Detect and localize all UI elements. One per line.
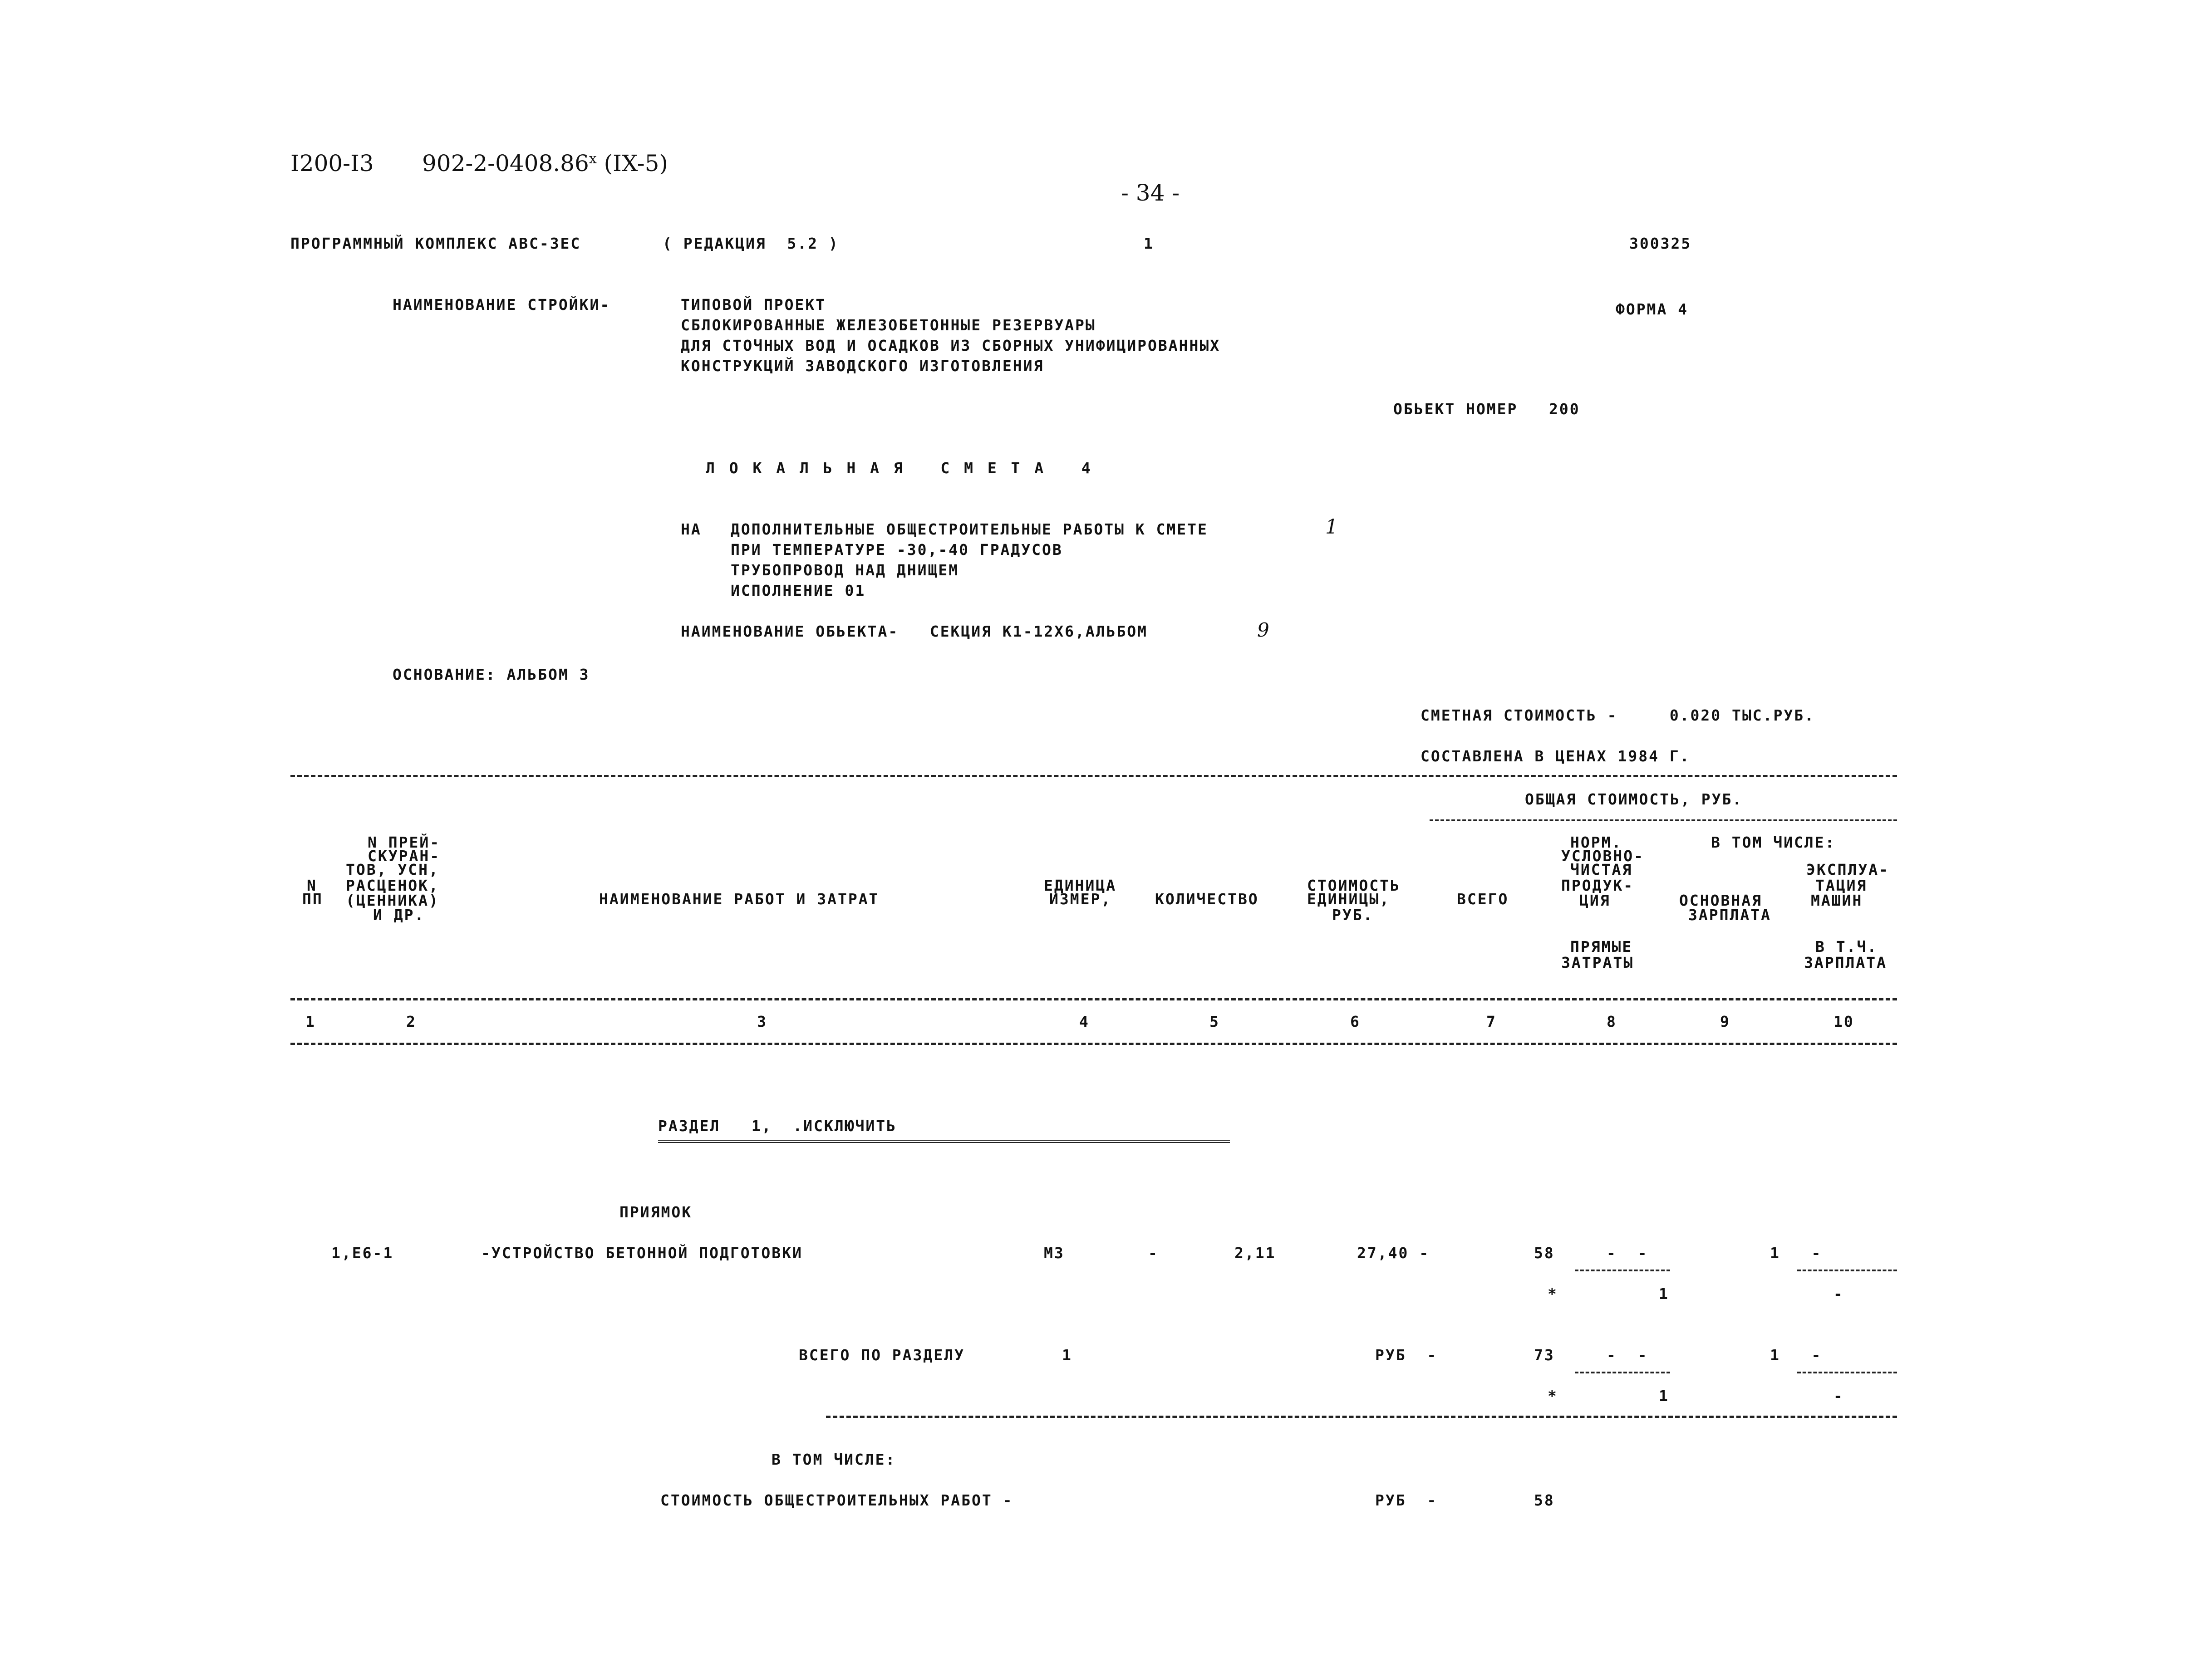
section-sum-col9: 1 <box>1659 1387 1669 1405</box>
section-sum-unit: РУБ - <box>1375 1346 1438 1364</box>
header-code: 300325 <box>1629 235 1692 252</box>
construction-line: ТИПОВОЙ ПРОЕКТ <box>681 296 826 314</box>
section-sum-col10-second: - <box>1834 1387 1844 1405</box>
header-col4: ИЗМЕР, <box>1049 890 1112 908</box>
column-number: 5 <box>1209 1013 1220 1030</box>
header-col6: РУБ. <box>1332 906 1374 924</box>
column-number: 9 <box>1720 1013 1730 1030</box>
header-col2: (ЦЕННИКА) <box>346 892 439 909</box>
object-name: НАИМЕНОВАНИЕ ОБЬЕКТА- СЕКЦИЯ К1-12Х6,АЛЬБОМ <box>681 623 1148 640</box>
general-works-value: 58 <box>1534 1491 1555 1509</box>
header-col10: МАШИН <box>1811 892 1863 909</box>
program-edition: ( РЕДАКЦИЯ 5.2 ) <box>663 235 839 252</box>
header-col2: И ДР. <box>373 906 425 924</box>
basis: ОСНОВАНИЕ: АЛЬБОМ 3 <box>393 666 590 683</box>
table-bottom-rule <box>290 1043 1897 1045</box>
column-number: 6 <box>1350 1013 1361 1030</box>
section-title: РАЗДЕЛ 1, .ИСКЛЮЧИТЬ <box>658 1117 897 1135</box>
header-col10: ТАЦИЯ <box>1815 877 1868 894</box>
estimate-title: Л О К А Л Ь Н А Я С М Е Т А 4 <box>706 459 1093 477</box>
general-works-unit: РУБ - <box>1375 1491 1438 1509</box>
work-line: ДОПОЛНИТЕЛЬНЫЕ ОБЩЕСТРОИТЕЛЬНЫЕ РАБОТЫ К СМЕТЕ <box>731 520 1208 538</box>
row-col9: 1 <box>1659 1285 1669 1303</box>
header-col2: ТОВ, УСН, <box>346 861 439 878</box>
header-col4: ЕДИНИЦА <box>1044 877 1117 894</box>
header-col10: ЭКСПЛУА- <box>1806 861 1889 878</box>
header-col6: СТОИМОСТЬ <box>1307 877 1401 894</box>
header-col1: N <box>307 877 317 894</box>
construction-line: КОНСТРУКЦИЙ ЗАВОДСКОГО ИЗГОТОВЛЕНИЯ <box>681 357 1044 375</box>
handwritten-estimate-number: 1 <box>1325 515 1338 539</box>
form-number: ФОРМА 4 <box>1616 300 1689 318</box>
row-unit: М3 <box>1044 1244 1065 1262</box>
section-underline <box>658 1140 1230 1143</box>
estimated-cost: СМЕТНАЯ СТОИМОСТЬ - 0.020 ТЫС.РУБ. <box>1421 706 1815 724</box>
section-sum-total: 73 <box>1534 1346 1555 1364</box>
sum-subtotal-rule <box>1575 1372 1670 1373</box>
sum-subtotal-rule <box>1797 1372 1897 1373</box>
including-label: В ТОМ ЧИСЛЕ: <box>772 1451 896 1468</box>
header-col3: НАИМЕНОВАНИЕ РАБОТ И ЗАТРАТ <box>599 890 880 908</box>
table-header-rule <box>290 998 1897 1000</box>
handwritten-album-number: 9 <box>1257 619 1269 641</box>
page-number: - 34 - <box>1121 180 1180 206</box>
section-sum-col8: - - <box>1607 1346 1648 1364</box>
column-number: 4 <box>1079 1013 1090 1030</box>
row-col10: 1 - <box>1770 1244 1822 1262</box>
table-top-rule <box>290 775 1897 777</box>
construction-line: ДЛЯ СТОЧНЫХ ВОД И ОСАДКОВ ИЗ СБОРНЫХ УНИФИЦИРОВАННЫХ <box>681 337 1221 354</box>
work-line: ПРИ ТЕМПЕРАТУРЕ -30,-40 ГРАДУСОВ <box>731 541 1063 559</box>
row-col10-second: - <box>1834 1285 1844 1303</box>
sheet-number: 1 <box>1144 235 1154 252</box>
header-col8: ПРЯМЫЕ <box>1570 938 1633 956</box>
row-subtotal-rule <box>1575 1270 1670 1271</box>
row-subtotal-rule <box>1797 1270 1897 1271</box>
header-col5: КОЛИЧЕСТВО <box>1155 890 1259 908</box>
row-quantity: 2,11 <box>1234 1244 1276 1262</box>
section-sum-label: ВСЕГО ПО РАЗДЕЛУ <box>799 1346 965 1364</box>
row-code: 1,Е6-1 <box>331 1244 394 1262</box>
price-level: СОСТАВЛЕНА В ЦЕНАХ 1984 Г. <box>1421 747 1691 765</box>
work-line: ИСПОЛНЕНИЕ 01 <box>731 582 866 599</box>
header-col10: ЗАРПЛАТА <box>1804 954 1887 971</box>
header-col9: ЗАРПЛАТА <box>1688 906 1771 924</box>
header-col8: НОРМ. <box>1570 833 1622 851</box>
header-incl-group: В ТОМ ЧИСЛЕ: <box>1711 833 1836 851</box>
header-col1: ПП <box>302 890 323 908</box>
header-col8: ЧИСТАЯ <box>1570 861 1633 878</box>
header-col8: ЦИЯ <box>1579 892 1611 909</box>
section-sum-number: 1 <box>1062 1346 1072 1364</box>
work-prefix: НА <box>681 520 702 538</box>
construction-line: СБЛОКИРОВАННЫЕ ЖЕЛЕЗОБЕТОННЫЕ РЕЗЕРВУАРЫ <box>681 316 1096 334</box>
header-col7: ВСЕГО <box>1457 890 1509 908</box>
header-col8: ПРОДУК- <box>1561 877 1634 894</box>
header-col2: N ПРЕЙ- <box>368 833 441 851</box>
project-number: 902-2-0408.86$^x$ (IX-5) <box>422 150 668 176</box>
column-number: 3 <box>757 1013 767 1030</box>
header-col2: СКУРАН- <box>368 847 441 865</box>
row-name: -УСТРОЙСТВО БЕТОННОЙ ПОДГОТОВКИ <box>481 1244 803 1262</box>
header-col9: ОСНОВНАЯ <box>1679 892 1762 909</box>
column-number: 1 <box>305 1013 316 1030</box>
group-title: ПРИЯМОК <box>619 1203 693 1221</box>
column-number: 8 <box>1607 1013 1617 1030</box>
header-col8: УСЛОВНО- <box>1561 847 1644 865</box>
row-total-mark: * <box>1548 1285 1558 1303</box>
section-sum-rule <box>826 1416 1897 1418</box>
row-total: 58 <box>1534 1244 1555 1262</box>
row-price: 27,40 - <box>1357 1244 1430 1262</box>
column-number: 2 <box>406 1013 417 1030</box>
construction-label: НАИМЕНОВАНИЕ СТРОЙКИ- <box>393 296 611 314</box>
general-works-label: СТОИМОСТЬ ОБЩЕСТРОИТЕЛЬНЫХ РАБОТ - <box>660 1491 1013 1509</box>
header-total-group: ОБЩАЯ СТОИМОСТЬ, РУБ. <box>1525 790 1743 808</box>
document-code: I200-I3 <box>290 150 374 176</box>
column-number: 10 <box>1834 1013 1854 1030</box>
header-col10: В Т.Ч. <box>1815 938 1878 956</box>
work-line: ТРУБОПРОВОД НАД ДНИЩЕМ <box>731 561 959 579</box>
header-col6: ЕДИНИЦЫ, <box>1307 890 1390 908</box>
header-col2: РАСЦЕНОК, <box>346 877 439 894</box>
program-name: ПРОГРАММНЫЙ КОМПЛЕКС АВС-ЗЕС <box>290 235 581 252</box>
header-col8: ЗАТРАТЫ <box>1561 954 1634 971</box>
row-col8: - - <box>1607 1244 1648 1262</box>
section-sum-total-mark: * <box>1548 1387 1558 1405</box>
header-subrule <box>1430 819 1897 821</box>
object-number: ОБЬЕКТ НОМЕР 200 <box>1393 400 1580 418</box>
section-sum-col10: 1 - <box>1770 1346 1822 1364</box>
column-number: 7 <box>1486 1013 1497 1030</box>
row-dash: - <box>1148 1244 1159 1262</box>
